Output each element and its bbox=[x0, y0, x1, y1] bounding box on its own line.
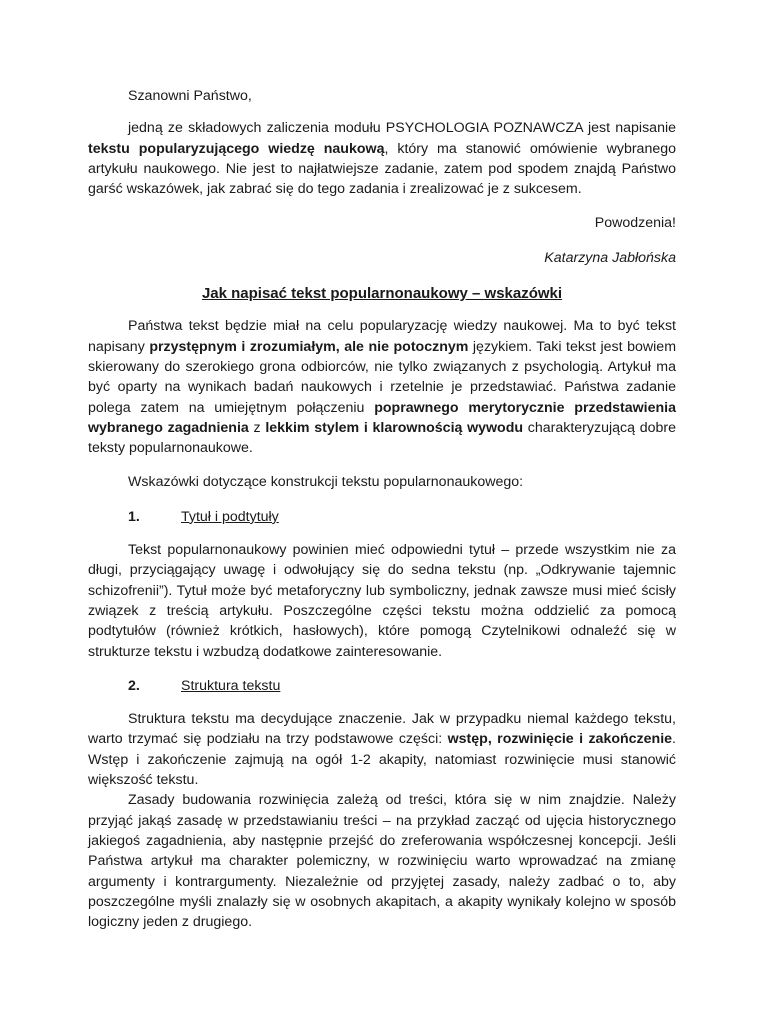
p1-text-4: charakteryzującą dobre teksty popularnonaukowe. bbox=[88, 419, 677, 457]
p1-text-3: z bbox=[248, 419, 266, 436]
p1-bold-3: lekkim stylem i klarownością wywodu bbox=[265, 419, 524, 436]
section-title-1: Tytuł i podtytuły bbox=[181, 508, 279, 525]
s2-bold-1: wstęp, rozwinięcie i zakończenie bbox=[447, 731, 673, 748]
section-body-2 bbox=[88, 709, 676, 790]
document-page bbox=[88, 86, 676, 932]
salutation: Szanowni Państwo, bbox=[128, 88, 252, 104]
p1-text-2: językiem. Taki tekst jest bowiem skierowany do szerokiego grona odbiorców, nie tylko związanych z psychologią. Artykuł ma być oparty na wynikach badań naukowych i rzetelnie je przedstawiać. Państwa zadanie polega zatem na umiejętnym połączeniu bbox=[88, 338, 677, 416]
closing: Powodzenia! bbox=[594, 215, 676, 232]
section-number-1: 1. bbox=[128, 508, 140, 525]
intro-text-1: jedną ze składowych zaliczenia modułu PSYCHOLOGIA POZNAWCZA jest napisanie bbox=[128, 120, 676, 137]
section-body-2b: Zasady budowania rozwinięcia zależą od treści, która się w nim znajdzie. Należy przyjąć jakąś zasadę w przedstawianiu treści – na przykład zacząć od ujęcia historycznego jakiegoś zagadnienia, aby następnie przejść do zreferowania współczesnej koncepcji. Jeśli Państwa artykuł ma charakter polemiczny, w rozwinięciu warto wprowadzać na zmianę argumenty i kontrargumenty. Niezależnie od przyjętej zasady, należy zadbać o to, aby poszczególne myśli znalazły się w osobnych akapitach, a akapity wynikały kolejno w sposób logiczny jeden z drugiego. bbox=[88, 792, 676, 931]
s2-text-1: Struktura tekstu ma decydujące znaczenie. Jak w przypadku niemal każdego tekstu, warto trzymać się podziału na trzy podstawowe części: bbox=[88, 711, 676, 748]
p1-text-1: Państwa tekst będzie miał na celu popularyzację wiedzy naukowej. Ma to być tekst napisany bbox=[88, 318, 676, 355]
p1-bold-1: przystępnym i zrozumiałym, ale nie potocznym bbox=[149, 338, 469, 355]
intro-paragraph bbox=[88, 118, 676, 199]
signature: Katarzyna Jabłońska bbox=[544, 249, 676, 266]
intro-text-2: , który ma stanowić omówienie wybranego artykułu naukowego. Nie jest to najłatwiejsze zadanie, zatem pod spodem znajdą Państwo garść wskazówek, jak zabrać się do tego zadania i zrealizować je z sukcesem. bbox=[88, 140, 677, 198]
section-body-1: Tekst popularnonaukowy powinien mieć odpowiedni tytuł – przede wszystkim nie za długi, przyciągający uwagę i odwołujący się do sedna tekstu (np. „Odkrywanie tajemnic schizofrenii”). Tytuł może być metaforyczny lub symboliczny, jednak zawsze musi mieć ścisły związek z treścią artykułu. Poszczególne części tekstu można oddzielić za pomocą podtytułów (również krótkich, hasłowych), które pomogą Czytelnikowi odnaleźć się w strukturze tekstu i wzbudzą dodatkowe zainteresowanie. bbox=[88, 542, 676, 660]
section-title-2: Struktura tekstu bbox=[181, 677, 281, 694]
tips-intro: Wskazówki dotyczące konstrukcji tekstu popularnonaukowego: bbox=[128, 474, 524, 491]
section-number-2: 2. bbox=[128, 677, 140, 694]
guide-paragraph-1 bbox=[88, 316, 676, 458]
section-heading-2 bbox=[88, 676, 676, 696]
guide-title: Jak napisać tekst popularnonaukowy – wskazówki bbox=[201, 285, 563, 303]
intro-bold-1: tekstu popularyzującego wiedzę naukową bbox=[88, 140, 385, 157]
s2-text-2: . Wstęp i zakończenie zajmują na ogół 1-2 akapity, natomiast rozwinięcie musi stanowić większość tekstu. bbox=[88, 731, 676, 789]
p1-bold-2: poprawnego merytorycznie przedstawienia wybranego zagadnienia bbox=[88, 399, 676, 436]
section-heading-1 bbox=[88, 507, 676, 527]
